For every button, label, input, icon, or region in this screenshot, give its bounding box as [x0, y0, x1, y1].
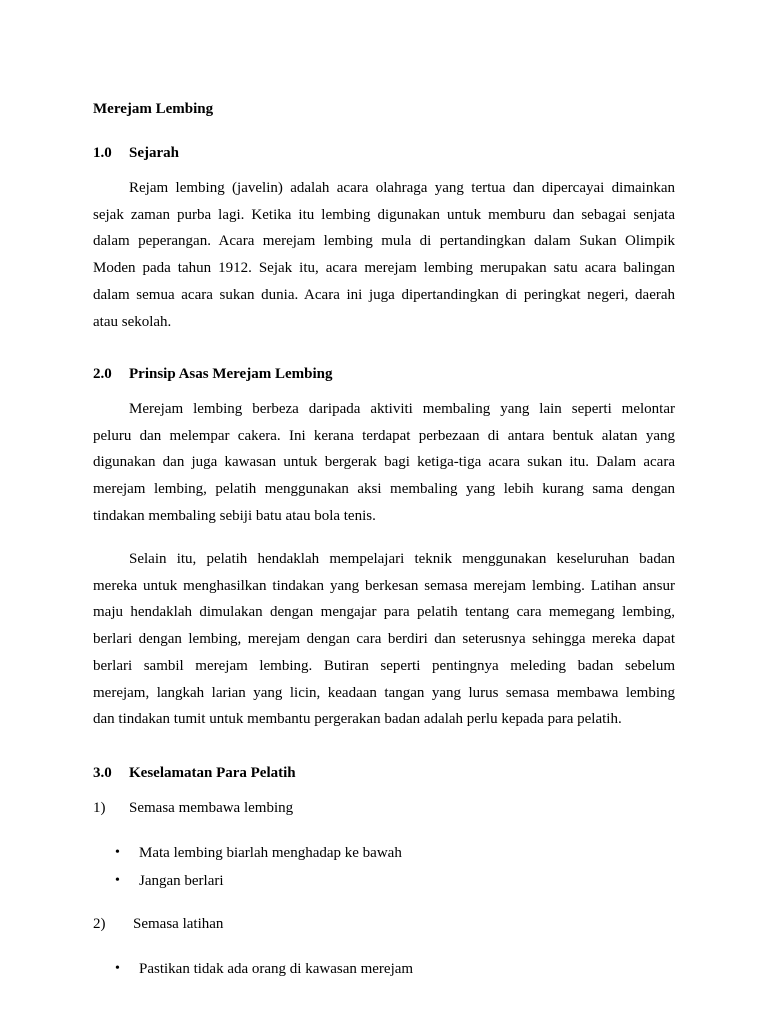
paragraph-line: peluru dan melempar cakera. Ini kerana terdapat perbezaan di antara bentuk alatan yang — [93, 427, 675, 444]
bullet-icon — [115, 843, 120, 863]
bullet-icon — [115, 871, 120, 891]
bullet-text: Pastikan tidak ada orang di kawasan merejam — [139, 961, 414, 977]
list-item — [93, 798, 675, 818]
paragraph-line: sejak zaman purba lagi. Ketika itu lembing digunakan untuk memburu dan sebagai senjata — [93, 206, 675, 223]
list-label: Semasa membawa lembing — [129, 800, 294, 816]
bullet-text: Mata lembing biarlah menghadap ke bawah — [139, 845, 402, 861]
bullet-icon — [115, 959, 120, 979]
paragraph-line: mereka untuk menghasilkan tindakan yang berkesan semasa merejam lembing. Latihan ansur — [93, 577, 675, 594]
paragraph-line: atau sekolah. — [93, 313, 172, 330]
paragraph-line: digunakan dan juga kawasan untuk bergerak bagi ketiga-tiga acara sukan itu. Dalam acara — [93, 454, 675, 471]
paragraph-line: berlari sambil merejam lembing. Butiran seperti pentingnya meleding badan sebelum — [93, 657, 675, 674]
list-number: 1) — [93, 800, 106, 816]
paragraph — [93, 396, 675, 530]
paragraph-line: dalam peperangan. Acara merejam lembing mula di pertandingkan dalam Sukan Olimpik — [93, 233, 675, 250]
section-heading-keselamatan — [93, 763, 675, 783]
paragraph-line: dan tindakan tumit untuk membantu pergerakan badan adalah perlu kepada para pelatih. — [93, 711, 622, 728]
paragraph-line: berlari dengan lembing, merejam dengan cara berdiri dan seterusnya sehingga mereka dapat — [93, 631, 675, 648]
bullet-item — [93, 843, 675, 863]
section-number: 3.0 — [93, 765, 112, 781]
paragraph-line: Rejam lembing (javelin) adalah acara olahraga yang tertua dan dipercayai dimainkan — [129, 180, 675, 196]
paragraph-line: merejam lembing, pelatih menggunakan aksi membaling yang lebih kurang sama dengan — [93, 481, 675, 498]
paragraph-line: maju hendaklah dimulakan dengan mengajar para pelatih tentang cara memegang lembing, — [93, 604, 675, 621]
section-title: Prinsip Asas Merejam Lembing — [129, 366, 333, 382]
paragraph-line: Merejam lembing berbeza daripada aktiviti membaling yang lain seperti melontar — [129, 401, 675, 417]
list-item — [93, 914, 675, 934]
bullet-text: Jangan berlari — [139, 873, 224, 889]
paragraph-line: dalam semua acara sukan dunia. Acara ini juga dipertandingkan di peringkat negeri, daerah — [93, 286, 675, 303]
bullet-item — [93, 959, 675, 979]
paragraph — [93, 546, 675, 733]
section-number: 1.0 — [93, 145, 112, 161]
paragraph-line: Selain itu, pelatih hendaklah mempelajari teknik menggunakan keseluruhan badan — [129, 551, 675, 567]
section-title: Sejarah — [129, 145, 179, 161]
section-heading-sejarah — [93, 143, 675, 163]
bullet-item — [93, 871, 675, 891]
paragraph-line: merejam, langkah larian yang licin, keadaan tangan yang lurus semasa membawa lembing — [93, 684, 675, 701]
list-label: Semasa latihan — [133, 916, 224, 932]
section-title: Keselamatan Para Pelatih — [129, 765, 296, 781]
document-title: Merejam Lembing — [93, 101, 214, 117]
section-number: 2.0 — [93, 366, 112, 382]
paragraph-line: Moden pada tahun 1912. Sejak itu, acara merejam lembing merupakan satu acara balingan — [93, 260, 675, 277]
paragraph-line: tindakan membaling sebiji batu atau bola tenis. — [93, 507, 376, 524]
section-heading-prinsip-asas — [93, 364, 675, 384]
paragraph — [93, 175, 675, 335]
list-number: 2) — [93, 916, 106, 932]
